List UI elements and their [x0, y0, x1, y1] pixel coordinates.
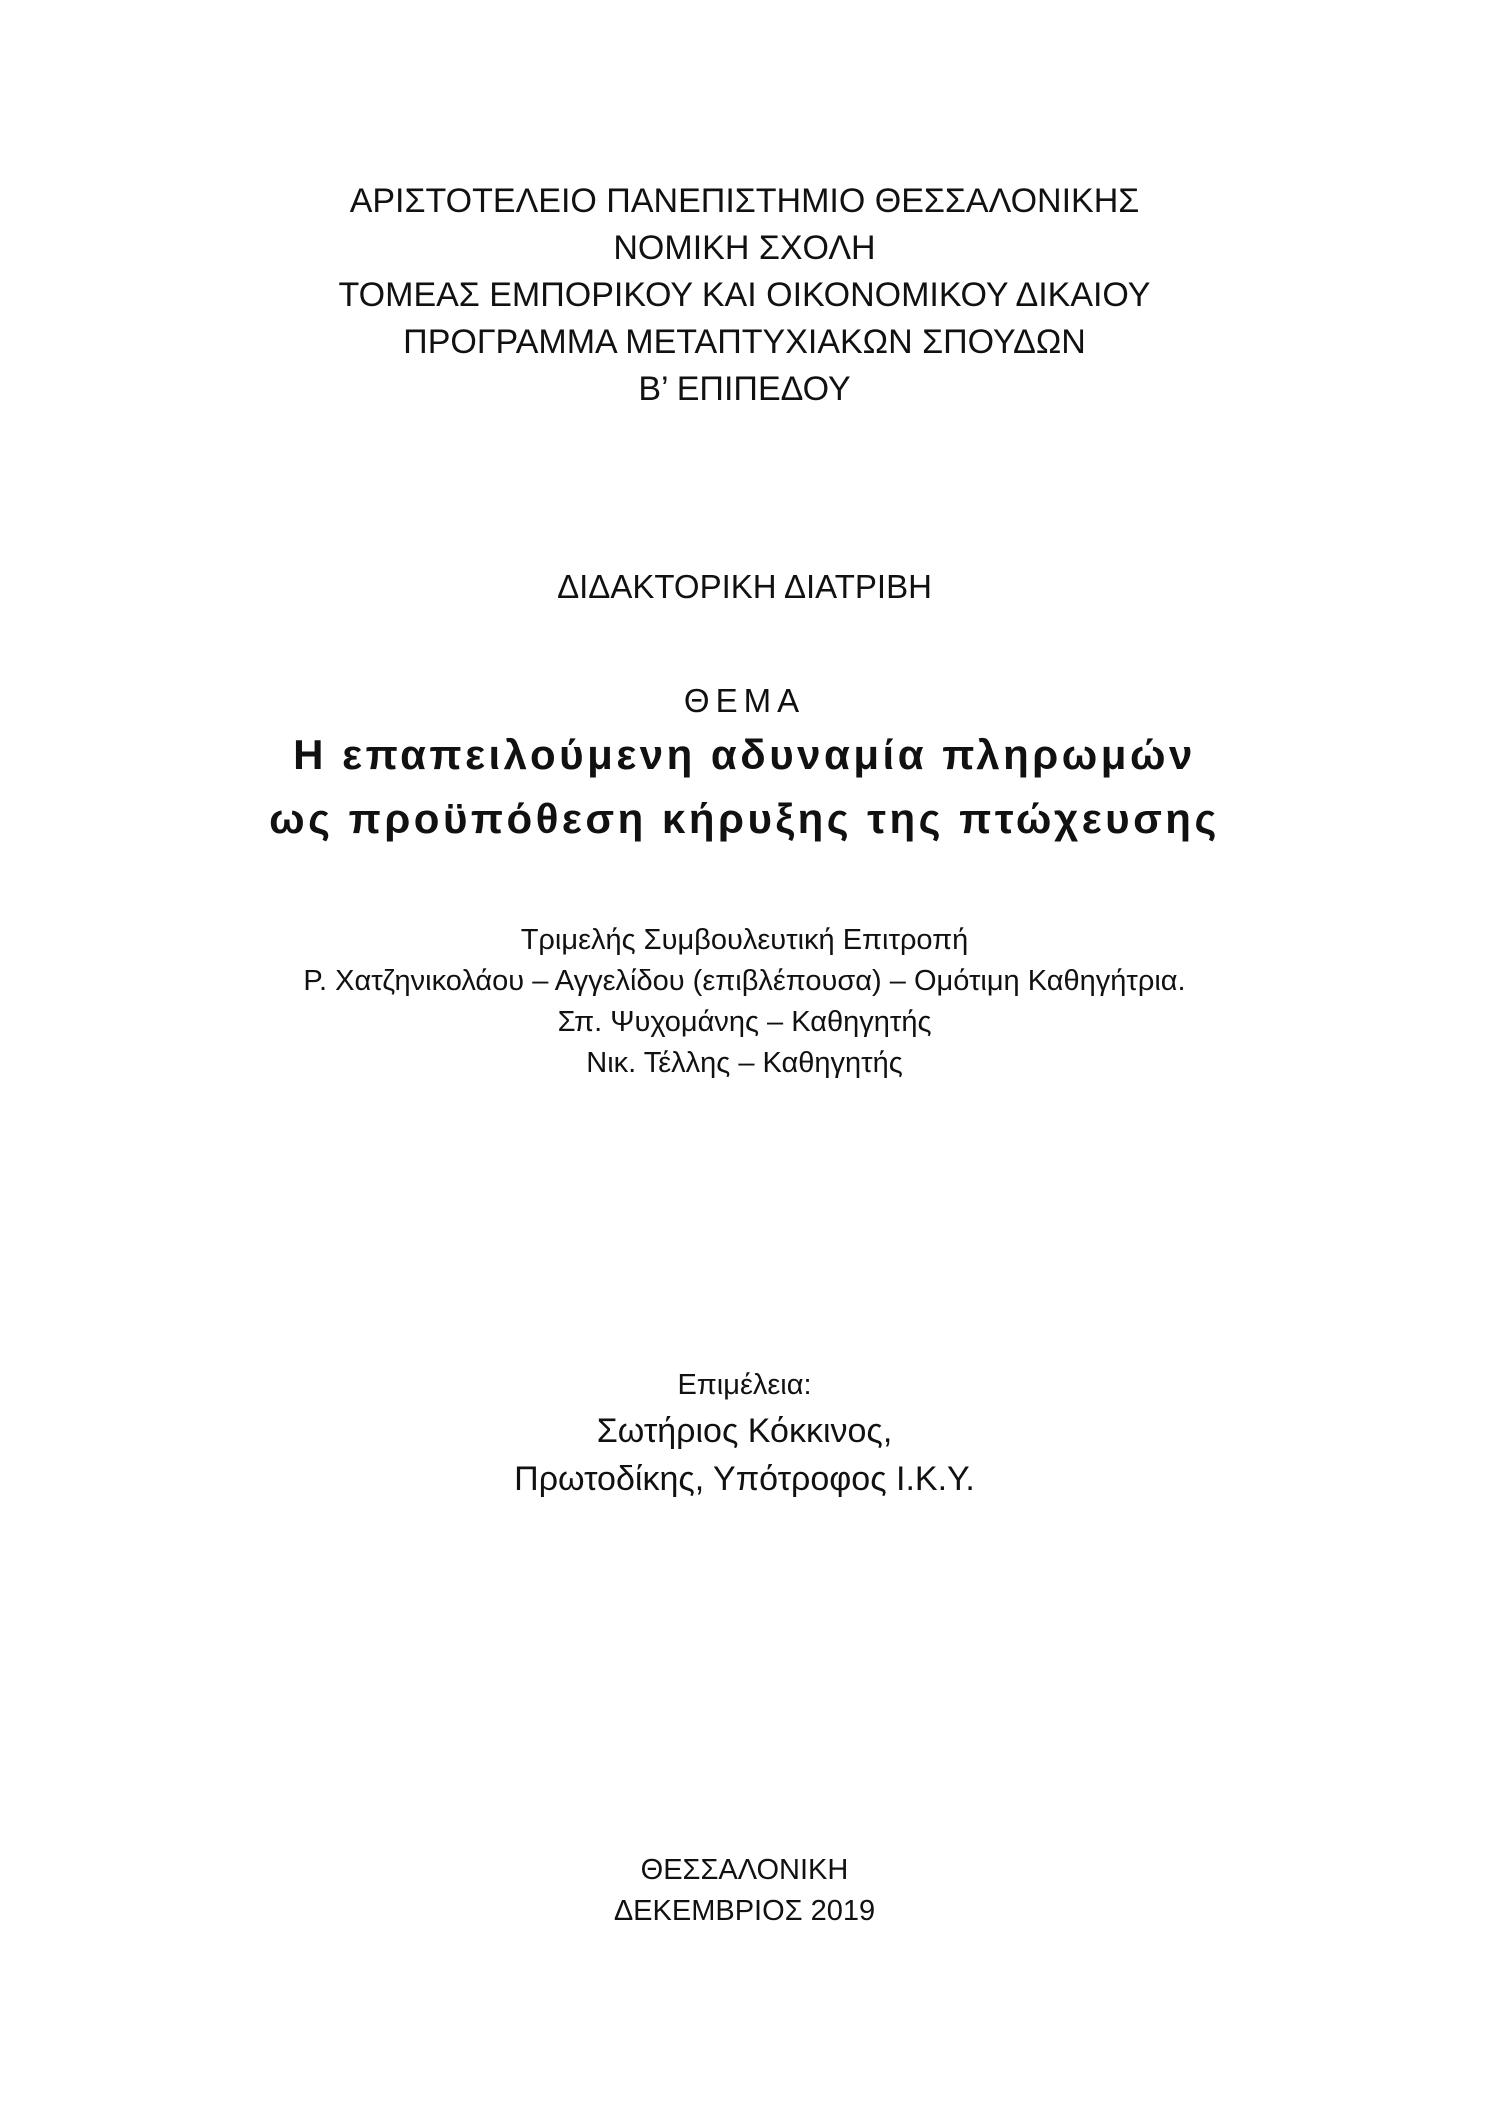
footer-section	[0, 1850, 1489, 1932]
school-name: ΝΟΜΙΚΗ ΣΧΟΛΗ	[613, 229, 876, 267]
program-name: ΠΡΟΓΡΑΜΜΑ ΜΕΤΑΠΤΥΧΙΑΚΩΝ ΣΠΟΥΔΩΝ	[403, 323, 1086, 361]
committee-section	[0, 920, 1489, 1084]
committee-member-supervisor: Ρ. Χατζηνικολάου – Αγγελίδου (επιβλέπουσα) – Ομότιμη Καθηγήτρια.	[303, 965, 1186, 997]
thesis-title-line-2: ως προϋπόθεση κήρυξης της πτώχευσης	[269, 795, 1220, 842]
document-type-section	[0, 564, 1489, 610]
committee-heading: Τριμελής Συμβουλευτική Επιτροπή	[520, 924, 969, 956]
author-position: Πρωτοδίκης, Υπότροφος Ι.Κ.Υ.	[514, 1460, 975, 1498]
topic-section	[0, 679, 1489, 851]
document-type: ΔΙΔΑΚΤΟΡΙΚΗ ΔΙΑΤΡΙΒΗ	[557, 568, 932, 605]
editor-label: Επιμέλεια:	[677, 1369, 812, 1401]
program-level: Β’ ΕΠΙΠΕΔΟΥ	[638, 370, 851, 408]
university-name: ΑΡΙΣΤΟΤΕΛΕΙΟ ΠΑΝΕΠΙΣΤΗΜΙΟ ΘΕΣΣΑΛΟΝΙΚΗΣ	[349, 182, 1140, 220]
author-name: Σωτήριος Κόκκινος,	[596, 1412, 893, 1450]
city: ΘΕΣΣΑΛΟΝΙΚΗ	[640, 1854, 849, 1886]
committee-member-2: Σπ. Ψυχομάνης – Καθηγητής	[557, 1006, 932, 1038]
institution-header	[0, 178, 1489, 413]
department-name: ΤΟΜΕΑΣ ΕΜΠΟΡΙΚΟΥ ΚΑΙ ΟΙΚΟΝΟΜΙΚΟΥ ΔΙΚΑΙΟΥ	[338, 276, 1151, 314]
topic-label: ΘΕΜΑ	[683, 682, 806, 719]
committee-member-3: Νικ. Τέλλης – Καθηγητής	[586, 1047, 903, 1079]
thesis-title-line-1: Η επαπειλούμενη αδυναμία πληρωμών	[293, 731, 1196, 778]
author-section	[0, 1363, 1489, 1503]
date: ΔΕΚΕΜΒΡΙΟΣ 2019	[613, 1895, 876, 1927]
